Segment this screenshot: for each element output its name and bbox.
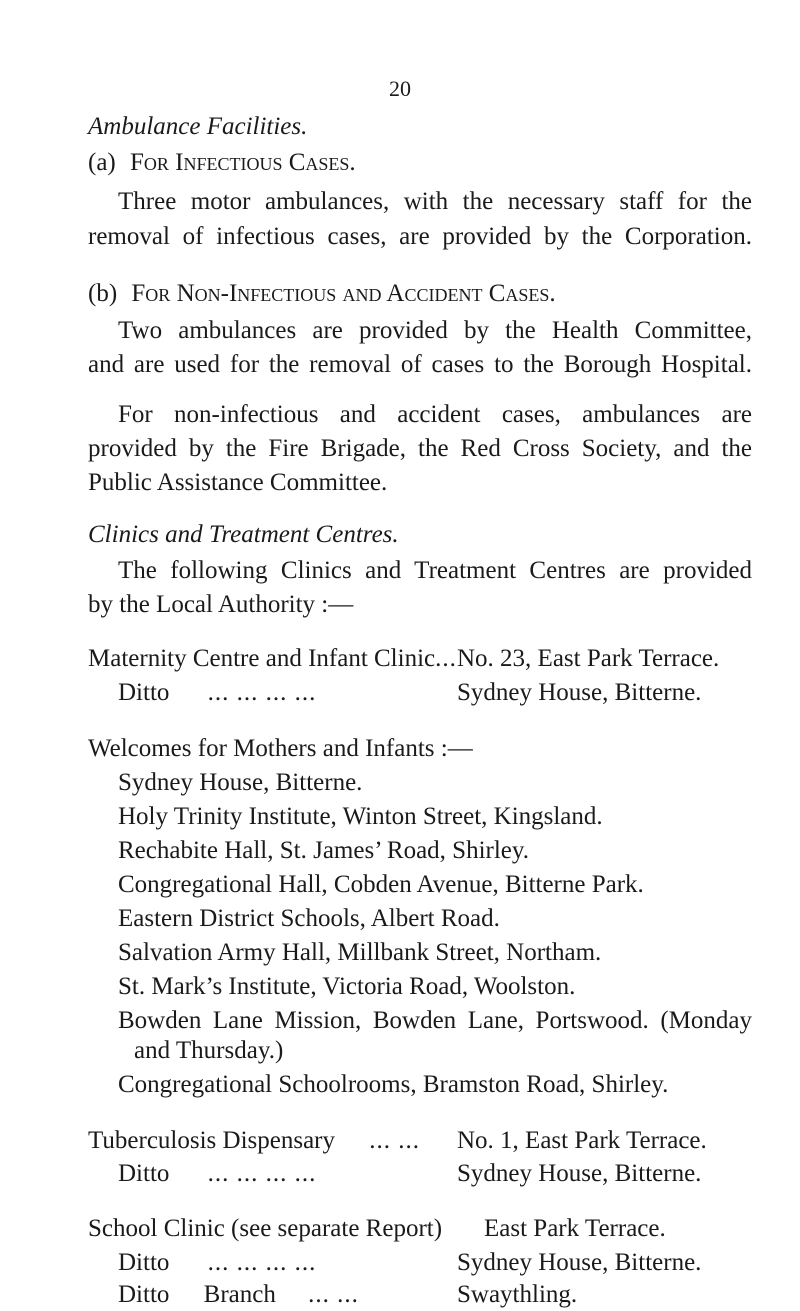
maternity-dots: ... bbox=[435, 645, 457, 672]
ambulance-heading: Ambulance Facilities. bbox=[88, 113, 308, 140]
school-ditto-row bbox=[118, 1246, 316, 1279]
non-infectious-title: For Non-Infectious and Accident Cases. bbox=[131, 280, 556, 307]
clinics-intro-line1: The following Clinics and Treatment Centres are provided bbox=[118, 557, 752, 584]
welcome-item: Rechabite Hall, St. James’ Road, Shirley. bbox=[118, 837, 530, 864]
tuberculosis-ditto-dots: ... ... ... ... bbox=[207, 1160, 317, 1187]
welcome-item: and Thursday.) bbox=[134, 1037, 284, 1064]
school-ditto-dots: ... ... ... ... bbox=[207, 1249, 317, 1276]
tuberculosis-ditto-name: Ditto bbox=[118, 1160, 170, 1187]
maternity-ditto-location: Sydney House, Bitterne. bbox=[457, 679, 702, 706]
non-infectious-text-line1: Two ambulances are provided by the Health Committee, bbox=[118, 317, 752, 344]
clinics-heading: Clinics and Treatment Centres. bbox=[88, 521, 399, 548]
maternity-ditto-row bbox=[118, 676, 316, 709]
school-branch-row bbox=[118, 1278, 359, 1311]
non-infectious-text2-line3: Public Assistance Committee. bbox=[88, 469, 388, 496]
clinics-intro-line2: by the Local Authority :— bbox=[88, 591, 354, 618]
tuberculosis-ditto-row bbox=[118, 1157, 316, 1190]
tuberculosis-dots: ... ... bbox=[369, 1127, 420, 1154]
welcome-item: Congregational Schoolrooms, Bramston Road, Shirley. bbox=[118, 1071, 669, 1098]
maternity-name: Maternity Centre and Infant Clinic bbox=[88, 645, 436, 672]
non-infectious-text2-line1: For non-infectious and accident cases, ambulances are bbox=[118, 401, 752, 428]
welcomes-heading: Welcomes for Mothers and Infants :— bbox=[88, 735, 473, 762]
non-infectious-subheading bbox=[88, 277, 556, 310]
infectious-label: (a) bbox=[88, 149, 116, 176]
maternity-location: No. 23, East Park Terrace. bbox=[457, 645, 720, 672]
infectious-title: For Infectious Cases. bbox=[130, 149, 356, 176]
non-infectious-label: (b) bbox=[88, 280, 118, 307]
school-branch-sub: Branch bbox=[203, 1281, 276, 1308]
maternity-ditto-dots: ... ... ... ... bbox=[207, 679, 317, 706]
school-location: East Park Terrace. bbox=[484, 1215, 666, 1242]
tuberculosis-name: Tuberculosis Dispensary bbox=[88, 1127, 335, 1154]
maternity-ditto-name: Ditto bbox=[118, 679, 170, 706]
school-ditto-location: Sydney House, Bitterne. bbox=[457, 1249, 702, 1276]
tuberculosis-row bbox=[88, 1124, 420, 1157]
infectious-text-line2: removal of infectious cases, are provided by the Corporation. bbox=[88, 223, 752, 250]
school-branch-dots: ... ... bbox=[308, 1281, 359, 1308]
welcome-item: St. Mark’s Institute, Victoria Road, Woolston. bbox=[118, 973, 576, 1000]
infectious-text-line1: Three motor ambulances, with the necessary staff for the bbox=[118, 188, 752, 215]
non-infectious-text2-line2: provided by the Fire Brigade, the Red Cross Society, and the bbox=[88, 435, 752, 462]
tuberculosis-ditto-location: Sydney House, Bitterne. bbox=[457, 1160, 702, 1187]
welcome-item: Holy Trinity Institute, Winton Street, Kingsland. bbox=[118, 803, 603, 830]
school-ditto-name: Ditto bbox=[118, 1249, 170, 1276]
school-row: School Clinic (see separate Report) bbox=[88, 1215, 443, 1242]
welcome-item: Salvation Army Hall, Millbank Street, Northam. bbox=[118, 939, 602, 966]
welcome-item: Eastern District Schools, Albert Road. bbox=[118, 905, 500, 932]
welcome-item: Congregational Hall, Cobden Avenue, Bitterne Park. bbox=[118, 871, 644, 898]
school-branch-location: Swaythling. bbox=[457, 1281, 578, 1308]
welcome-item: Sydney House, Bitterne. bbox=[118, 769, 363, 796]
maternity-row bbox=[88, 642, 457, 675]
non-infectious-text-line2: and are used for the removal of cases to the Borough Hospital. bbox=[88, 351, 752, 378]
school-branch-name: Ditto bbox=[118, 1281, 170, 1308]
tuberculosis-location: No. 1, East Park Terrace. bbox=[457, 1127, 707, 1154]
welcome-item: Bowden Lane Mission, Bowden Lane, Portswood. (Monday bbox=[118, 1007, 752, 1034]
infectious-subheading bbox=[88, 146, 356, 179]
page-number: 20 bbox=[389, 76, 411, 101]
